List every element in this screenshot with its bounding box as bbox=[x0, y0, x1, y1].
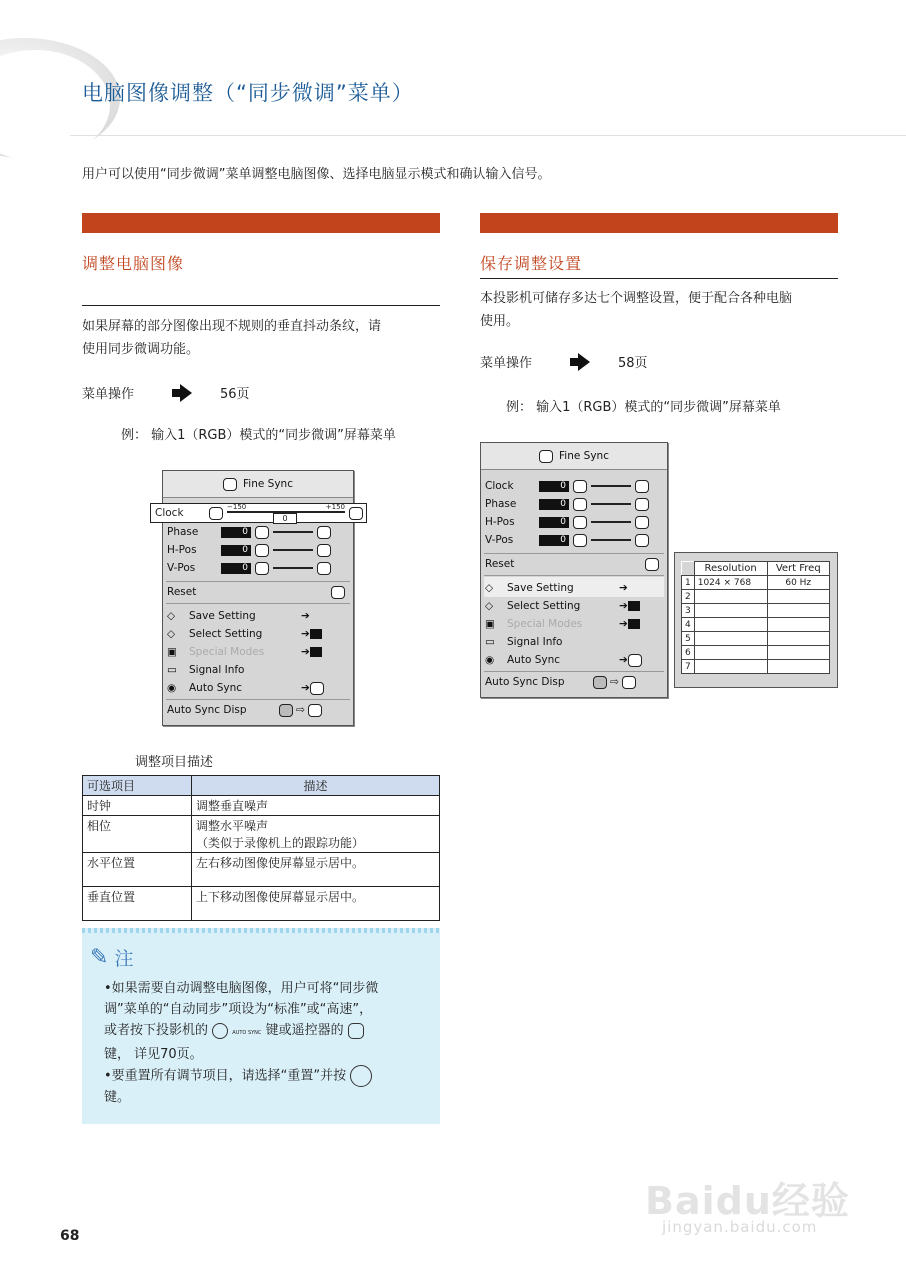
hpos-icon bbox=[573, 516, 587, 529]
remote-autosync-icon bbox=[348, 1023, 364, 1039]
table-row bbox=[83, 816, 440, 853]
phase-icon bbox=[255, 526, 269, 539]
note-line6: 键。 bbox=[104, 1090, 131, 1105]
phase-icon bbox=[573, 498, 587, 511]
resolution-row[interactable] bbox=[682, 632, 830, 646]
note-line3b: 键或遥控器的 bbox=[265, 1023, 344, 1038]
osd-special-modes-row bbox=[485, 615, 640, 633]
resolution-row[interactable] bbox=[682, 646, 830, 660]
table-cell-item: 水平位置 bbox=[83, 853, 192, 887]
resolution-row[interactable] bbox=[682, 604, 830, 618]
osd-header bbox=[163, 471, 353, 498]
hpos-slider[interactable] bbox=[591, 521, 631, 523]
right-menu-op-label: 菜单操作 bbox=[480, 356, 533, 371]
slot-freq bbox=[767, 604, 830, 618]
osd-phase-value: 0 bbox=[221, 527, 251, 538]
osd-clock-value: 0 bbox=[539, 481, 569, 492]
vpos-icon bbox=[573, 534, 587, 547]
hpos-icon-right bbox=[317, 544, 331, 557]
hpos-slider[interactable] bbox=[273, 549, 313, 551]
osd-select-setting-label: Select Setting bbox=[189, 628, 263, 640]
right-section-title: 保存调整设置 bbox=[480, 254, 583, 273]
right-section-rule bbox=[480, 278, 838, 279]
osd-save-setting-row[interactable] bbox=[167, 607, 310, 625]
osd-auto-sync-label: Auto Sync bbox=[189, 682, 243, 694]
watermark-brand: Baidu经验 bbox=[645, 1179, 850, 1223]
slot-resolution bbox=[694, 660, 767, 674]
table-cell-item: 垂直位置 bbox=[83, 887, 192, 921]
signal-info-icon: ▭ bbox=[485, 636, 495, 648]
slot-number: 6 bbox=[682, 646, 695, 660]
osd-separator bbox=[166, 581, 350, 582]
osd-reset-row[interactable] bbox=[167, 583, 345, 601]
phase-slider[interactable] bbox=[591, 503, 631, 505]
table-row bbox=[83, 887, 440, 921]
arrow-icon: ⇨ bbox=[296, 704, 305, 716]
reset-icon bbox=[331, 586, 345, 599]
vpos-icon bbox=[255, 562, 269, 575]
slot-freq bbox=[767, 660, 830, 674]
osd-auto-sync-disp-row[interactable] bbox=[167, 701, 322, 719]
display-on-icon bbox=[622, 676, 636, 689]
vpos-icon-right bbox=[317, 562, 331, 575]
osd-separator bbox=[484, 553, 664, 554]
slot-number: 1 bbox=[682, 576, 695, 590]
note-line4: 键， 详见70页。 bbox=[104, 1047, 203, 1062]
table-row bbox=[83, 853, 440, 887]
display-on-icon bbox=[308, 704, 322, 717]
osd-phase-row[interactable] bbox=[485, 495, 649, 513]
osd-hpos-row[interactable] bbox=[485, 513, 649, 531]
resolution-row[interactable] bbox=[682, 576, 830, 590]
osd-hpos-value: 0 bbox=[221, 545, 251, 556]
osd-separator bbox=[166, 699, 350, 700]
select-setting-icon: ◇ bbox=[167, 628, 176, 640]
special-modes-icon: ▣ bbox=[167, 646, 177, 658]
osd-header bbox=[481, 443, 667, 470]
title-underline bbox=[70, 135, 906, 136]
osd-hpos-label: H-Pos bbox=[167, 544, 197, 556]
arrow-icon: ➔ bbox=[619, 654, 628, 666]
submenu-icon bbox=[310, 647, 322, 657]
osd-reset-label: Reset bbox=[167, 586, 197, 598]
left-body-text bbox=[82, 315, 381, 361]
submenu-icon bbox=[628, 601, 640, 611]
osd-reset-label: Reset bbox=[485, 558, 515, 570]
left-section-bar bbox=[82, 213, 440, 233]
arrow-icon: ➔ bbox=[301, 610, 310, 622]
description-table bbox=[82, 775, 440, 921]
save-setting-icon: ◇ bbox=[167, 610, 176, 622]
osd-clock-label: Clock bbox=[155, 507, 184, 519]
slot-freq bbox=[767, 632, 830, 646]
osd-vpos-row[interactable] bbox=[485, 531, 649, 549]
osd-auto-sync-label: Auto Sync bbox=[507, 654, 561, 666]
submenu-icon bbox=[310, 629, 322, 639]
note-line1: •如果需要自动调整电脑图像，用户可将“同步微 bbox=[104, 981, 379, 996]
fine-sync-menu-right bbox=[480, 442, 668, 698]
note-text bbox=[104, 978, 434, 1108]
osd-special-modes-label: Special Modes bbox=[189, 646, 265, 658]
resolution-row[interactable] bbox=[682, 618, 830, 632]
vpos-icon-right bbox=[635, 534, 649, 547]
osd-phase-label: Phase bbox=[485, 498, 517, 510]
osd-vpos-value: 0 bbox=[221, 563, 251, 574]
slot-resolution: 1024 × 768 bbox=[694, 576, 767, 590]
slot-resolution bbox=[694, 646, 767, 660]
table-cell-desc: 调整垂直噪声 bbox=[192, 796, 440, 816]
osd-save-setting-label: Save Setting bbox=[507, 582, 574, 594]
right-example-caption: 例： 输入1（RGB）模式的“同步微调”屏幕菜单 bbox=[506, 400, 781, 415]
osd-hpos-value: 0 bbox=[539, 517, 569, 528]
slot-number: 5 bbox=[682, 632, 695, 646]
slot-number: 2 bbox=[682, 590, 695, 604]
clock-icon bbox=[209, 507, 223, 520]
osd-vpos-value: 0 bbox=[539, 535, 569, 546]
slot-resolution bbox=[694, 632, 767, 646]
arrow-icon: ➔ bbox=[301, 682, 310, 694]
vpos-slider[interactable] bbox=[273, 567, 313, 569]
table-header-desc: 描述 bbox=[192, 776, 440, 796]
arrow-icon: ⇨ bbox=[610, 676, 619, 688]
vpos-slider[interactable] bbox=[591, 539, 631, 541]
osd-signal-info-row[interactable] bbox=[485, 633, 562, 651]
left-menu-op-page: 56页 bbox=[220, 387, 250, 402]
right-body-line1: 本投影机可储存多达七个调整设置，便于配合各种电脑 bbox=[480, 291, 793, 306]
osd-phase-value: 0 bbox=[539, 499, 569, 510]
resolution-header: Resolution bbox=[694, 562, 767, 576]
signal-info-icon: ▭ bbox=[167, 664, 177, 676]
display-icon bbox=[593, 676, 607, 689]
table-cell-desc-line2: （类似于录像机上的跟踪功能） bbox=[196, 836, 365, 850]
osd-select-setting-label: Select Setting bbox=[507, 600, 581, 612]
osd-auto-sync-disp-row[interactable] bbox=[485, 673, 636, 691]
fine-sync-icon bbox=[539, 450, 553, 463]
osd-clock-label: Clock bbox=[485, 480, 514, 492]
phase-icon-right bbox=[635, 498, 649, 511]
table-caption: 调整项目描述 bbox=[135, 755, 214, 770]
osd-special-modes-row bbox=[167, 643, 322, 661]
osd-save-setting-label: Save Setting bbox=[189, 610, 256, 622]
table-cell-desc bbox=[192, 816, 440, 853]
table-cell-desc: 上下移动图像使屏幕显示居中。 bbox=[192, 887, 440, 921]
clock-slider[interactable] bbox=[591, 485, 631, 487]
osd-signal-info-row[interactable] bbox=[167, 661, 244, 679]
slot-number: 4 bbox=[682, 618, 695, 632]
osd-save-setting-row[interactable] bbox=[485, 579, 628, 597]
osd-clock-row[interactable] bbox=[485, 477, 649, 495]
osd-phase-label: Phase bbox=[167, 526, 199, 538]
right-body-text bbox=[480, 287, 792, 333]
resolution-header-row bbox=[682, 562, 830, 576]
arrow-icon: ➔ bbox=[301, 628, 310, 640]
left-example-caption: 例： 输入1（RGB）模式的“同步微调”屏幕菜单 bbox=[121, 428, 396, 443]
note-box bbox=[82, 928, 440, 1124]
slot-freq: 60 Hz bbox=[767, 576, 830, 590]
table-header-item: 可选项目 bbox=[83, 776, 192, 796]
osd-auto-sync-disp-label: Auto Sync Disp bbox=[167, 704, 247, 716]
osd-auto-sync-row[interactable] bbox=[485, 651, 642, 669]
resolution-row[interactable] bbox=[682, 590, 830, 604]
note-line2: 调”菜单的“自动同步”项设为“标准”或“高速”， bbox=[104, 1002, 373, 1017]
display-icon bbox=[279, 704, 293, 717]
slot-freq bbox=[767, 646, 830, 660]
osd-clock-row[interactable] bbox=[150, 503, 367, 523]
osd-title: Fine Sync bbox=[559, 450, 609, 462]
left-body-line1: 如果屏幕的部分图像出现不规则的垂直抖动条纹，请 bbox=[82, 319, 382, 334]
slot-number: 7 bbox=[682, 660, 695, 674]
osd-select-setting-row[interactable] bbox=[485, 597, 640, 615]
table-cell-item: 时钟 bbox=[83, 796, 192, 816]
note-line5 bbox=[104, 1065, 434, 1087]
phase-icon-right bbox=[317, 526, 331, 539]
osd-separator bbox=[166, 603, 350, 604]
phase-slider[interactable] bbox=[273, 531, 313, 533]
clock-icon-right bbox=[349, 507, 363, 520]
auto-sync-icon: ◉ bbox=[485, 654, 495, 666]
note-line5a: •要重置所有调节项目，请选择“重置”并按 bbox=[104, 1068, 347, 1084]
osd-auto-sync-disp-label: Auto Sync Disp bbox=[485, 676, 565, 688]
osd-select-setting-row[interactable] bbox=[167, 625, 322, 643]
right-menu-operation bbox=[480, 352, 648, 371]
left-body-line2: 使用同步微调功能。 bbox=[82, 342, 200, 357]
osd-separator bbox=[484, 575, 664, 576]
right-section-bar bbox=[480, 213, 838, 233]
clock-min-label: −150 bbox=[227, 503, 247, 511]
arrow-icon: ➔ bbox=[619, 600, 628, 612]
special-modes-icon: ▣ bbox=[485, 618, 495, 630]
clock-icon-right bbox=[635, 480, 649, 493]
resolution-row[interactable] bbox=[682, 660, 830, 674]
reset-icon bbox=[645, 558, 659, 571]
right-menu-op-page: 58页 bbox=[618, 356, 648, 371]
table-row bbox=[83, 796, 440, 816]
osd-signal-info-label: Signal Info bbox=[507, 636, 563, 648]
save-setting-icon: ◇ bbox=[485, 582, 494, 594]
osd-vpos-row[interactable] bbox=[167, 559, 331, 577]
right-arrow-icon bbox=[180, 384, 192, 402]
page-title: 电脑图像调整（“同步微调”菜单） bbox=[82, 81, 414, 105]
arrow-icon: ➔ bbox=[301, 646, 310, 658]
left-menu-operation bbox=[82, 383, 250, 402]
slot-number: 3 bbox=[682, 604, 695, 618]
resolution-table bbox=[681, 561, 830, 674]
note-line3 bbox=[104, 1020, 434, 1044]
slot-freq bbox=[767, 590, 830, 604]
osd-special-modes-label: Special Modes bbox=[507, 618, 583, 630]
slot-resolution bbox=[694, 590, 767, 604]
enter-button-icon bbox=[350, 1065, 372, 1087]
slot-resolution bbox=[694, 604, 767, 618]
page-number: 68 bbox=[60, 1228, 80, 1244]
osd-separator bbox=[484, 671, 664, 672]
hpos-icon bbox=[255, 544, 269, 557]
note-title: 注 bbox=[114, 948, 134, 970]
osd-auto-sync-row[interactable] bbox=[167, 679, 324, 697]
hpos-icon-right bbox=[635, 516, 649, 529]
osd-title: Fine Sync bbox=[243, 478, 293, 490]
arrow-icon: ➔ bbox=[619, 582, 628, 594]
left-section-rule bbox=[82, 305, 440, 306]
auto-sync-option-icon bbox=[628, 654, 642, 667]
table-cell-desc: 左右移动图像使屏幕显示居中。 bbox=[192, 853, 440, 887]
clock-max-label: +150 bbox=[325, 503, 345, 511]
resolution-memory-panel bbox=[674, 552, 838, 688]
note-line3a: 或者按下投影机的 bbox=[104, 1023, 209, 1038]
fine-sync-icon bbox=[223, 478, 237, 491]
left-menu-op-label: 菜单操作 bbox=[82, 387, 135, 402]
table-header-row bbox=[83, 776, 440, 796]
table-cell-desc-line1: 调整水平噪声 bbox=[196, 819, 269, 833]
clock-icon bbox=[573, 480, 587, 493]
arrow-icon: ➔ bbox=[619, 618, 628, 630]
auto-sync-icon: ◉ bbox=[167, 682, 177, 694]
slot-resolution bbox=[694, 618, 767, 632]
note-dashed-border bbox=[82, 928, 440, 933]
slot-freq bbox=[767, 618, 830, 632]
osd-hpos-row[interactable] bbox=[167, 541, 331, 559]
osd-phase-row[interactable] bbox=[167, 523, 331, 541]
autosync-label: AUTO SYNC bbox=[232, 1030, 262, 1036]
table-cell-item: 相位 bbox=[83, 816, 192, 853]
select-setting-icon: ◇ bbox=[485, 600, 494, 612]
osd-vpos-label: V-Pos bbox=[167, 562, 196, 574]
osd-signal-info-label: Signal Info bbox=[189, 664, 245, 676]
left-section-title: 调整电脑图像 bbox=[82, 254, 185, 273]
auto-sync-option-icon bbox=[310, 682, 324, 695]
clock-value: 0 bbox=[273, 513, 297, 524]
osd-hpos-label: H-Pos bbox=[485, 516, 515, 528]
right-body-line2: 使用。 bbox=[480, 314, 520, 329]
vert-freq-header: Vert Freq bbox=[767, 562, 830, 576]
osd-reset-row[interactable] bbox=[485, 555, 659, 573]
right-arrow-icon bbox=[578, 353, 590, 371]
intro-text: 用户可以使用“同步微调”菜单调整电脑图像、选择电脑显示模式和确认输入信号。 bbox=[82, 167, 551, 182]
osd-vpos-label: V-Pos bbox=[485, 534, 514, 546]
watermark-url: jingyan.baidu.com bbox=[662, 1218, 818, 1236]
pencil-icon: ✎ bbox=[90, 945, 109, 970]
auto-sync-button-icon bbox=[212, 1023, 228, 1039]
submenu-icon bbox=[628, 619, 640, 629]
